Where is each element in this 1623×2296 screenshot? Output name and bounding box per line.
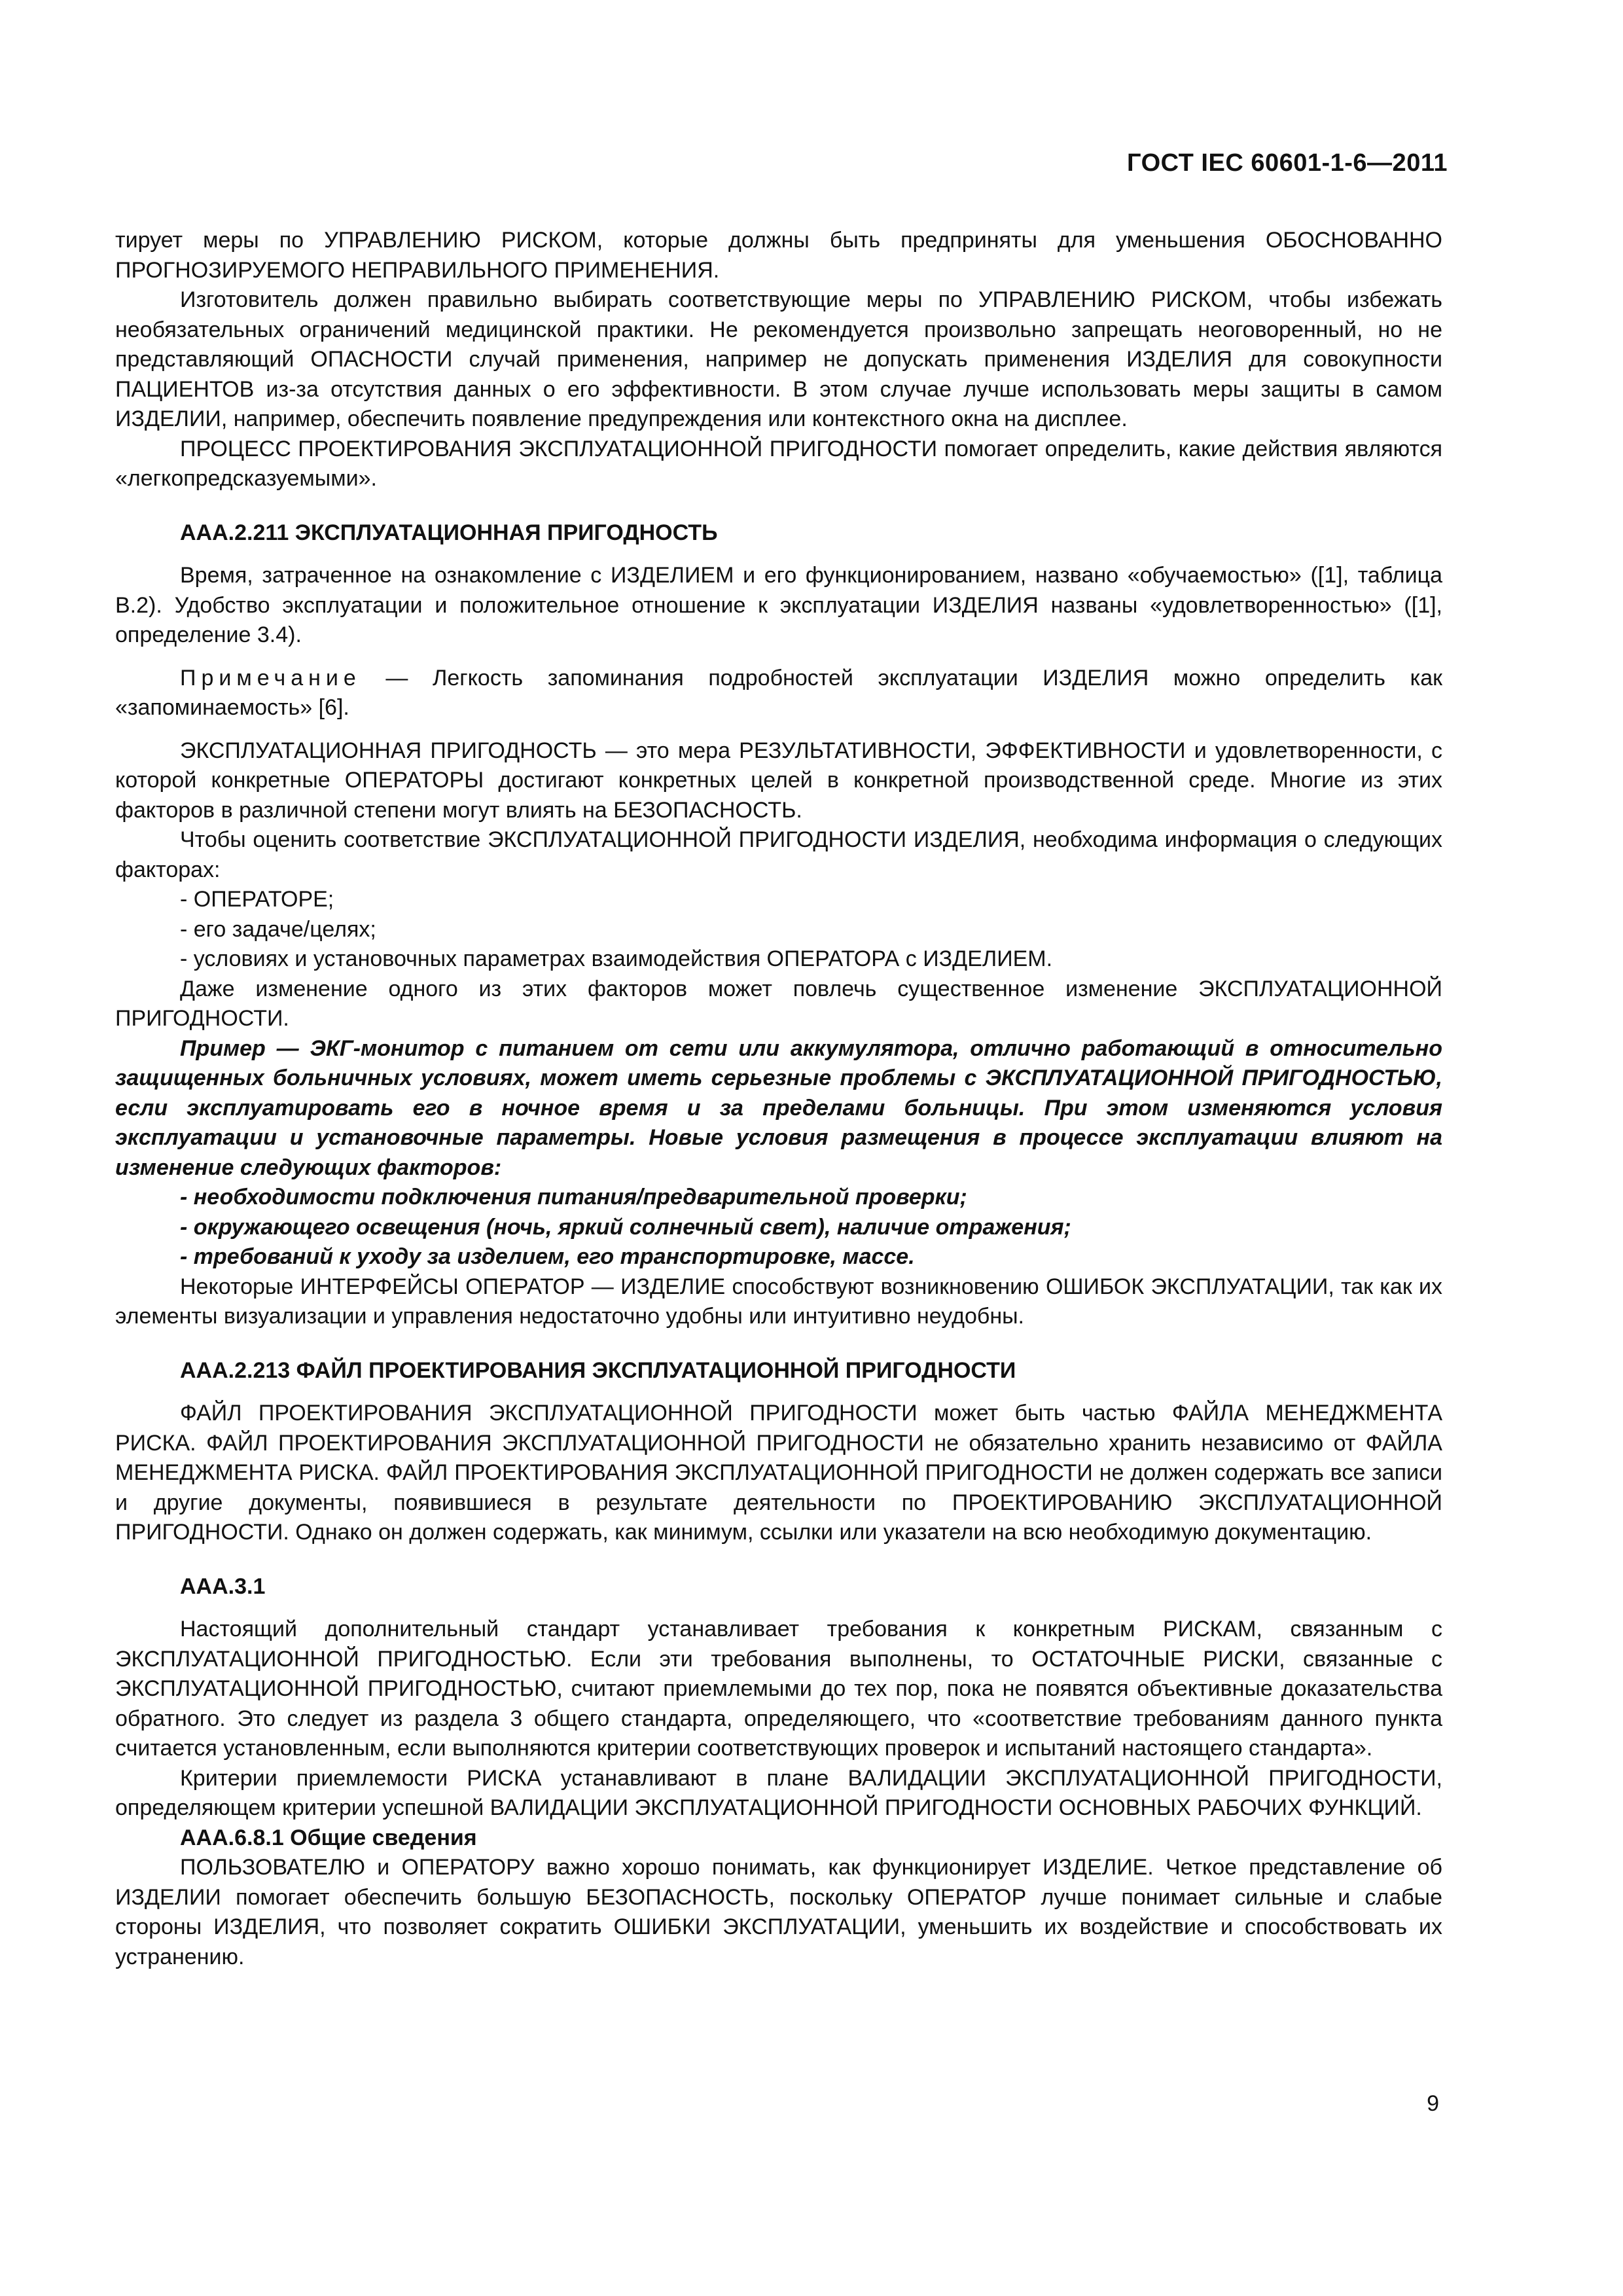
list-item: - условиях и установочных параметрах взаимодействия ОПЕРАТОРА с ИЗДЕЛИЕМ. — [180, 946, 1053, 971]
list-item: - его задаче/целях; — [180, 916, 376, 942]
paragraph: ФАЙЛ ПРОЕКТИРОВАНИЯ ЭКСПЛУАТАЦИОННОЙ ПРИГОДНОСТИ может быть частью ФАЙЛА МЕНЕДЖМЕНТА РИСКА. ФАЙЛ ПРОЕКТИРОВАНИЯ ЭКСПЛУАТАЦИОННОЙ ПРИГОДНОСТИ не обязательно хранить независимо от ФАЙЛА МЕНЕДЖМЕНТА РИСКА. ФАЙЛ ПРОЕКТИРОВАНИЯ ЭКСПЛУАТАЦИОННОЙ ПРИГОДНОСТИ не должен содержать все записи и другие документы, появившиеся в результате деятельности по ПРОЕКТИРОВАНИЮ ЭКСПЛУАТАЦИОННОЙ ПРИГОДНОСТИ. Однако он должен содержать, как минимум, ссылки или указатели на всю необходимую документацию. — [115, 1401, 1442, 1545]
note-text: — Легкость запоминания подробностей эксплуатации ИЗДЕЛИЯ можно определить как «запоминаемость» [6]. — [115, 665, 1442, 720]
section-heading: ААА.3.1 — [180, 1573, 266, 1599]
note-label: Примечание — [180, 665, 361, 691]
section-heading: ААА.6.8.1 Общие сведения — [180, 1825, 477, 1850]
section-heading: ААА.2.213 ФАЙЛ ПРОЕКТИРОВАНИЯ ЭКСПЛУАТАЦИОННОЙ ПРИГОДНОСТИ — [180, 1357, 1016, 1383]
paragraph: Изготовитель должен правильно выбирать соответствующие меры по УПРАВЛЕНИЮ РИСКОМ, чтобы избежать необязательных ограничений медицинской практики. Не рекомендуется произвольно запрещать неоговоренный, но не представляющий ОПАСНОСТИ случай применения, например не допускать применения ИЗДЕЛИЯ для совокупности ПАЦИЕНТОВ из-за отсутствия данных о его эффективности. В этом случае лучше использовать меры защиты в самом ИЗДЕЛИИ, например, обеспечить появление предупреждения или контекстного окна на дисплее. — [115, 287, 1442, 431]
paragraph: Настоящий дополнительный стандарт устанавливает требования к конкретным РИСКАМ, связанным с ЭКСПЛУАТАЦИОННОЙ ПРИГОДНОСТЬЮ. Если эти требования выполнены, то ОСТАТОЧНЫЕ РИСКИ, связанные с ЭКСПЛУАТАЦИОННОЙ ПРИГОДНОСТЬЮ, считают приемлемыми до тех пор, пока не появятся объективные доказательства обратного. Это следует из раздела 3 общего стандарта, определяющего, что «соответствие требованиям данного пункта считается установленным, если выполняются критерии соответствующих проверок и испытаний настоящего стандарта». — [115, 1617, 1442, 1761]
paragraph: тирует меры по УПРАВЛЕНИЮ РИСКОМ, которые должны быть предприняты для уменьшения ОБОСНОВАННО ПРОГНОЗИРУЕМОГО НЕПРАВИЛЬНОГО ПРИМЕНЕНИЯ. — [115, 228, 1442, 283]
example-paragraph: Пример — ЭКГ-монитор с питанием от сети или аккумулятора, отлично работающий в относительно защищенных больничных условиях, может иметь серьезные проблемы с ЭКСПЛУАТАЦИОННОЙ ПРИГОДНОСТЬЮ, если эксплуатировать его в ночное время и за пределами больницы. При этом изменяются условия эксплуатации и установочные параметры. Новые условия размещения в процессе эксплуатации влияют на изменение следующих факторов: — [115, 1035, 1442, 1180]
paragraph: ПРОЦЕСС ПРОЕКТИРОВАНИЯ ЭКСПЛУАТАЦИОННОЙ ПРИГОДНОСТИ помогает определить, какие действия являются «легкопредсказуемыми». — [115, 436, 1442, 491]
list-item: - требований к уходу за изделием, его транспортировке, массе. — [180, 1244, 915, 1269]
list-item: - необходимости подключения питания/предварительной проверки; — [180, 1185, 967, 1210]
document-body — [115, 226, 1442, 1972]
paragraph: Некоторые ИНТЕРФЕЙСЫ ОПЕРАТОР — ИЗДЕЛИЕ способствуют возникновению ОШИБОК ЭКСПЛУАТАЦИИ, так как их элементы визуализации и управления недостаточно удобны или интуитивно неудобны. — [115, 1274, 1442, 1329]
document-header: ГОСТ IEC 60601-1-6—2011 — [1127, 149, 1448, 177]
paragraph: Время, затраченное на ознакомление с ИЗДЕЛИЕМ и его функционированием, названо «обучаемостью» ([1], таблица В.2). Удобство эксплуатации и положительное отношение к эксплуатации ИЗДЕЛИЯ названы «удовлетворенностью» ([1], определение 3.4). — [115, 563, 1442, 647]
page-number: 9 — [1427, 2091, 1439, 2116]
paragraph: Чтобы оценить соответствие ЭКСПЛУАТАЦИОННОЙ ПРИГОДНОСТИ ИЗДЕЛИЯ, необходима информация о следующих факторах: — [115, 827, 1442, 882]
list-item: - окружающего освещения (ночь, яркий солнечный свет), наличие отражения; — [180, 1214, 1071, 1240]
paragraph: ЭКСПЛУАТАЦИОННАЯ ПРИГОДНОСТЬ — это мера РЕЗУЛЬТАТИВНОСТИ, ЭФФЕКТИВНОСТИ и удовлетворенности, с которой конкретные ОПЕРАТОРЫ достигают конкретных целей в конкретной производственной среде. Многие из этих факторов в различной степени могут влиять на БЕЗОПАСНОСТЬ. — [115, 738, 1442, 823]
note-paragraph — [115, 664, 1442, 723]
list-item: - ОПЕРАТОРЕ; — [180, 887, 334, 912]
section-heading: ААА.2.211 ЭКСПЛУАТАЦИОННАЯ ПРИГОДНОСТЬ — [180, 520, 718, 545]
paragraph: Даже изменение одного из этих факторов может повлечь существенное изменение ЭКСПЛУАТАЦИОННОЙ ПРИГОДНОСТИ. — [115, 976, 1442, 1031]
paragraph: ПОЛЬЗОВАТЕЛЮ и ОПЕРАТОРУ важно хорошо понимать, как функционирует ИЗДЕЛИЕ. Четкое представление об ИЗДЕЛИИ помогает обеспечить большую БЕЗОПАСНОСТЬ, поскольку ОПЕРАТОР лучше понимает сильные и слабые стороны ИЗДЕЛИЯ, что позволяет сократить ОШИБКИ ЭКСПЛУАТАЦИИ, уменьшить их воздействие и способствовать их устранению. — [115, 1855, 1442, 1969]
paragraph: Критерии приемлемости РИСКА устанавливают в плане ВАЛИДАЦИИ ЭКСПЛУАТАЦИОННОЙ ПРИГОДНОСТИ, определяющем критерии успешной ВАЛИДАЦИИ ЭКСПЛУАТАЦИОННОЙ ПРИГОДНОСТИ ОСНОВНЫХ РАБОЧИХ ФУНКЦИЙ. — [115, 1765, 1442, 1820]
